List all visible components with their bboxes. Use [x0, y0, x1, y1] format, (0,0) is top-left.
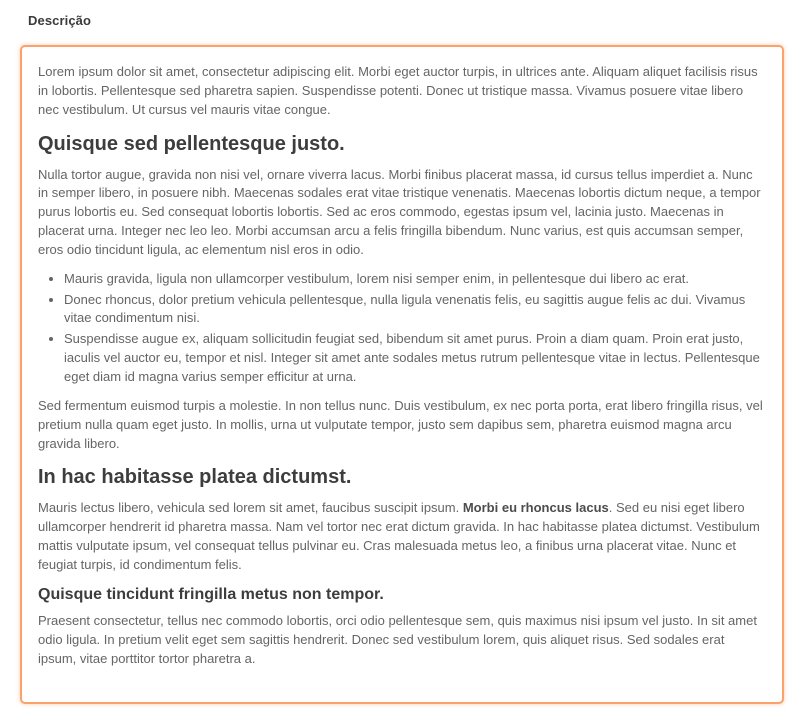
description-field-label: Descrição: [28, 13, 92, 28]
heading-quisque-tincidunt: Quisque tincidunt fringilla metus non tempor.: [38, 585, 384, 603]
paragraph-text-segment: . Sed eu nisi eget libero ullamcorper hendrerit id pharetra massa. Nam vel tortor nec erat dictum gravida. In hac habitasse platea dictumst. Vestibulum mattis vulputate ipsum, vel consequat tellus pulvinar eu. Cras malesuada metus leo, a finibus urna placerat vitae. Nunc et feugiat turpis, id condimentum felis.: [38, 500, 760, 572]
list-item: • Suspendisse augue ex, aliquam sollicitudin feugiat sed, bibendum sit amet purus. Proin a diam quam. Proin erat justo, iaculis vel auctor eu, tempor et nisl. Integer sit amet ante sodales metus rutrum pellentesque vitae in lectus. Pellentesque eget diam id magna varius semper efficitur at urna.: [64, 330, 766, 387]
paragraph-praesent: Praesent consectetur, tellus nec commodo lobortis, orci odio pellentesque sem, quis maximus nisi ipsum vel justo. In sit amet odio ligula. In pretium velit eget sem sagittis hendrerit. Donec sed vestibulum lorem, quis aliquet risus. Sed sodales erat ipsum, vitae porttitor tortor pharetra a.: [38, 612, 757, 666]
heading-in-hac-habitasse: In hac habitasse platea dictumst.: [38, 466, 352, 489]
paragraph-nulla-tortor: Nulla tortor augue, gravida non nisi vel, ornare viverra lacus. Morbi finibus placerat massa, id cursus tellus imperdiet a. Nunc in semper libero, in posuere nibh. Maecenas sodales erat vitae tristique venenatis. Maecenas lobortis dictum neque, a tempor purus lobortis eu. Sed consequat lobortis lobortis. Sed ac eros commodo, egestas ipsum vel, lacinia justo. Maecenas in placerat urna. Integer nec leo leo. Morbi accumsan arcu a felis fringilla bibendum. Nunc varius, est quis accumsan semper, eros odio tincidunt ligula, ac elementum nisl eros in odio.: [38, 166, 761, 257]
list-item: • Donec rhoncus, dolor pretium vehicula pellentesque, nulla ligula venenatis felis, eu sagittis augue felis ac dui. Vivamus vitae condimentum nisi.: [64, 291, 766, 329]
list-item: • Mauris gravida, ligula non ullamcorper vestibulum, lorem nisi semper enim, in pellentesque dui libero ac erat.: [64, 270, 766, 289]
paragraph-mauris-lectus: [38, 499, 766, 574]
bold-inline-text: Morbi eu rhoncus lacus: [462, 500, 609, 516]
description-rich-text-editor[interactable]: [20, 45, 784, 704]
paragraph-sed-fermentum: Sed fermentum euismod turpis a molestie. In non tellus nunc. Duis vestibulum, ex nec porta porta, erat libero fringilla risus, vel pretium nulla quam eget justo. In mollis, urna ut vulputate tempor, justo sem dapibus sem, pharetra euismod magna arcu gravida libero.: [38, 397, 763, 451]
paragraph-intro: Lorem ipsum dolor sit amet, consectetur adipiscing elit. Morbi eget auctor turpis, in ultrices ante. Aliquam aliquet facilisis risus in lobortis. Pellentesque sed pharetra sapien. Suspendisse potenti. Donec ut tristique massa. Vivamus posuere vitae libero nec vestibulum. Ut cursus vel mauris vitae congue.: [38, 64, 758, 117]
paragraph-text-segment: Mauris lectus libero, vehicula sed lorem sit amet, faucibus suscipit ipsum.: [38, 500, 463, 516]
heading-quisque-sed: Quisque sed pellentesque justo.: [38, 132, 345, 155]
bullet-list: [38, 270, 766, 387]
